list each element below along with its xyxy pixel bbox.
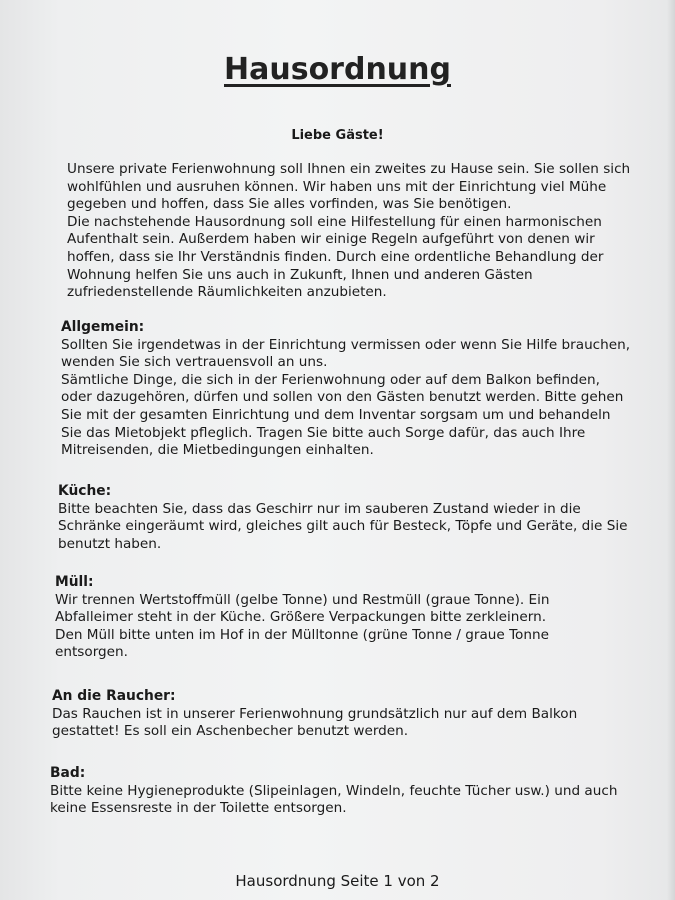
text-line: zufriedenstellende Räumlichkeiten anzubieten. (67, 284, 387, 301)
text-line: Sie mit der gesamten Einrichtung und dem Inventar sorgsam um und behandeln (61, 406, 611, 423)
section-heading: Allgemein: (61, 319, 145, 335)
section-raucher (52, 688, 577, 741)
text-line: Sollten Sie irgendetwas in der Einrichtung vermissen oder wenn Sie Hilfe brauchen, (61, 336, 631, 353)
intro-paragraph (67, 161, 630, 302)
text-line: Aufenthalt sein. Außerdem haben wir einige Regeln aufgeführt von denen wir (67, 231, 595, 248)
section-heading: Müll: (55, 574, 94, 590)
text-line: Unsere private Ferienwohnung soll Ihnen ein zweites zu Hause sein. Sie sollen sich (67, 161, 631, 177)
section-bad (50, 765, 617, 818)
text-line: wohlfühlen und ausruhen können. Wir haben uns mit der Einrichtung viel Mühe (67, 178, 607, 195)
text-line: keine Essensreste in der Toilette entsorgen. (50, 800, 347, 817)
page-title: Hausordnung (224, 52, 451, 87)
text-line: Bitte beachten Sie, dass das Geschirr nur im sauberen Zustand wieder in die (58, 500, 581, 517)
text-line: Abfalleimer steht in der Küche. Größere Verpackungen bitte zerkleinern. (55, 609, 547, 626)
section-muell (55, 574, 550, 662)
text-line: Mitreisenden, die Mietbedingungen einhalten. (61, 442, 374, 459)
text-line: Sie das Mietobjekt pfleglich. Tragen Sie bitte auch Sorge dafür, das auch Ihre (61, 424, 586, 441)
text-line: Schränke eingeräumt wird, gleiches gilt auch für Besteck, Töpfe und Geräte, die Sie (58, 518, 628, 535)
text-line: Die nachstehende Hausordnung soll eine Hilfestellung für einen harmonischen (67, 213, 602, 230)
text-line: entsorgen. (55, 644, 128, 661)
section-allgemein (61, 319, 630, 460)
text-line: gestattet! Es soll ein Aschenbecher benutzt werden. (52, 723, 409, 740)
text-line: Sämtliche Dinge, die sich in der Ferienwohnung oder auf dem Balkon befinden, (61, 371, 600, 388)
text-line: Das Rauchen ist in unserer Ferienwohnung grundsätzlich nur auf dem Balkon (52, 705, 578, 722)
section-heading: Küche: (58, 483, 112, 499)
text-line: oder dazugehören, dürfen und sollen von den Gästen benutzt werden. Bitte gehen (61, 389, 624, 406)
section-kueche (58, 483, 628, 553)
text-line: Bitte keine Hygieneprodukte (Slipeinlagen, Windeln, feuchte Tücher usw.) und auch (50, 782, 618, 799)
text-line: gegeben und hoffen, dass Sie alles vorfinden, was Sie benötigen. (67, 196, 512, 213)
text-line: Den Müll bitte unten im Hof in der Mülltonne (grüne Tonne / graue Tonne (55, 626, 549, 643)
text-line: benutzt haben. (58, 535, 162, 552)
text-line: Wir trennen Wertstoffmüll (gelbe Tonne) und Restmüll (graue Tonne). Ein (55, 591, 550, 608)
greeting: Liebe Gäste! (291, 128, 384, 143)
text-line: hoffen, dass sie Ihr Verständnis finden. Durch eine ordentliche Behandlung der (67, 248, 604, 265)
section-heading: An die Raucher: (52, 688, 176, 704)
section-heading: Bad: (50, 765, 86, 781)
text-line: Wohnung helfen Sie uns auch in Zukunft, Ihnen und anderen Gästen (67, 266, 533, 283)
paper-edge-shadow (667, 0, 675, 900)
page-footer: Hausordnung Seite 1 von 2 (235, 872, 440, 890)
text-line: wenden Sie sich vertrauensvoll an uns. (61, 354, 328, 371)
